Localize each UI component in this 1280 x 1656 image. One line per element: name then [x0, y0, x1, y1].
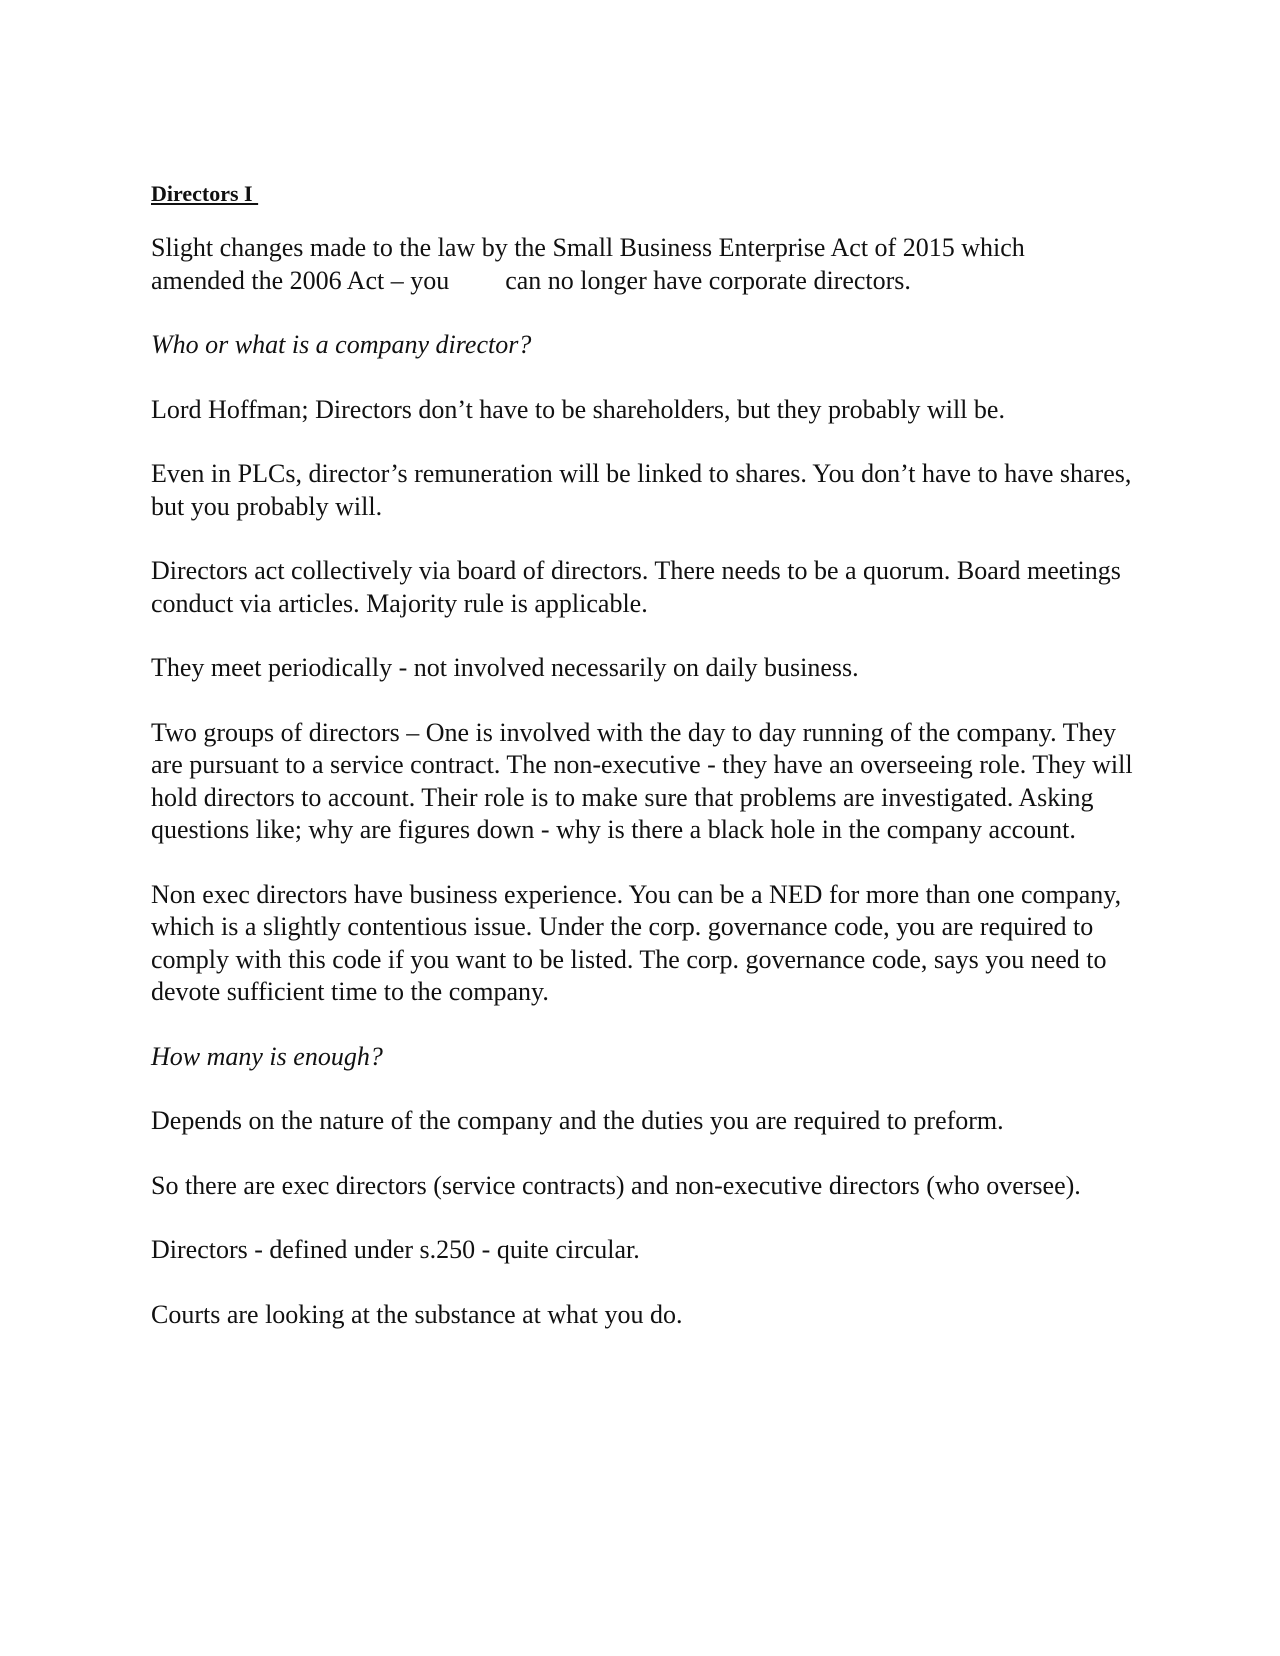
paragraph-s250: Directors - defined under s.250 - quite circular. — [151, 1235, 640, 1264]
paragraph-non-exec: Non exec directors have business experience. You can be a NED for more than one company, which is a slightly contentious issue. Under the corp. governance code, you are required to comply with this code if you want to be listed. The corp. governance code, says you need to devote sufficient time to the company. — [151, 879, 1122, 1006]
document-title: Directors I — [151, 181, 259, 206]
paragraph-two-groups: Two groups of directors – One is involved with the day to day running of the company. They are pursuant to a service contract. The non-executive - they have an overseeing role. They will hold directors to account. Their role is to make sure that problems are investigated. Asking questions like; why are figures down - why is there a black hole in the company account. — [151, 717, 1133, 844]
paragraph-exec-and-non-exec: So there are exec directors (service contracts) and non-executive directors (who oversee). — [151, 1170, 1081, 1200]
intro-line-2-end: can no longer have corporate directors. — [505, 265, 911, 295]
paragraph-depends: Depends on the nature of the company and the duties you are required to preform. — [151, 1106, 1004, 1135]
intro-line-2-start: amended the 2006 Act – you — [151, 265, 450, 295]
question-how-many: How many is enough? — [151, 1041, 383, 1071]
paragraph-board-collective: Directors act collectively via board of directors. There needs to be a quorum. Board meetings conduct via articles. Majority rule is applicable. — [151, 556, 1121, 618]
paragraph-lord-hoffman: Lord Hoffman; Directors don’t have to be shareholders, but they probably will be. — [151, 394, 1005, 424]
paragraph-meet-periodically: They meet periodically - not involved necessarily on daily business. — [151, 653, 859, 682]
document-body — [151, 174, 1141, 1363]
intro-paragraph — [151, 232, 1141, 297]
question-who-is-director: Who or what is a company director? — [151, 330, 532, 359]
paragraph-courts: Courts are looking at the substance at what you do. — [151, 1299, 683, 1329]
paragraph-plc-remuneration: Even in PLCs, director’s remuneration will be linked to shares. You don’t have to have shares, but you probably will. — [151, 459, 1132, 521]
intro-line-1: Slight changes made to the law by the Small Business Enterprise Act of 2015 which — [151, 233, 1025, 262]
